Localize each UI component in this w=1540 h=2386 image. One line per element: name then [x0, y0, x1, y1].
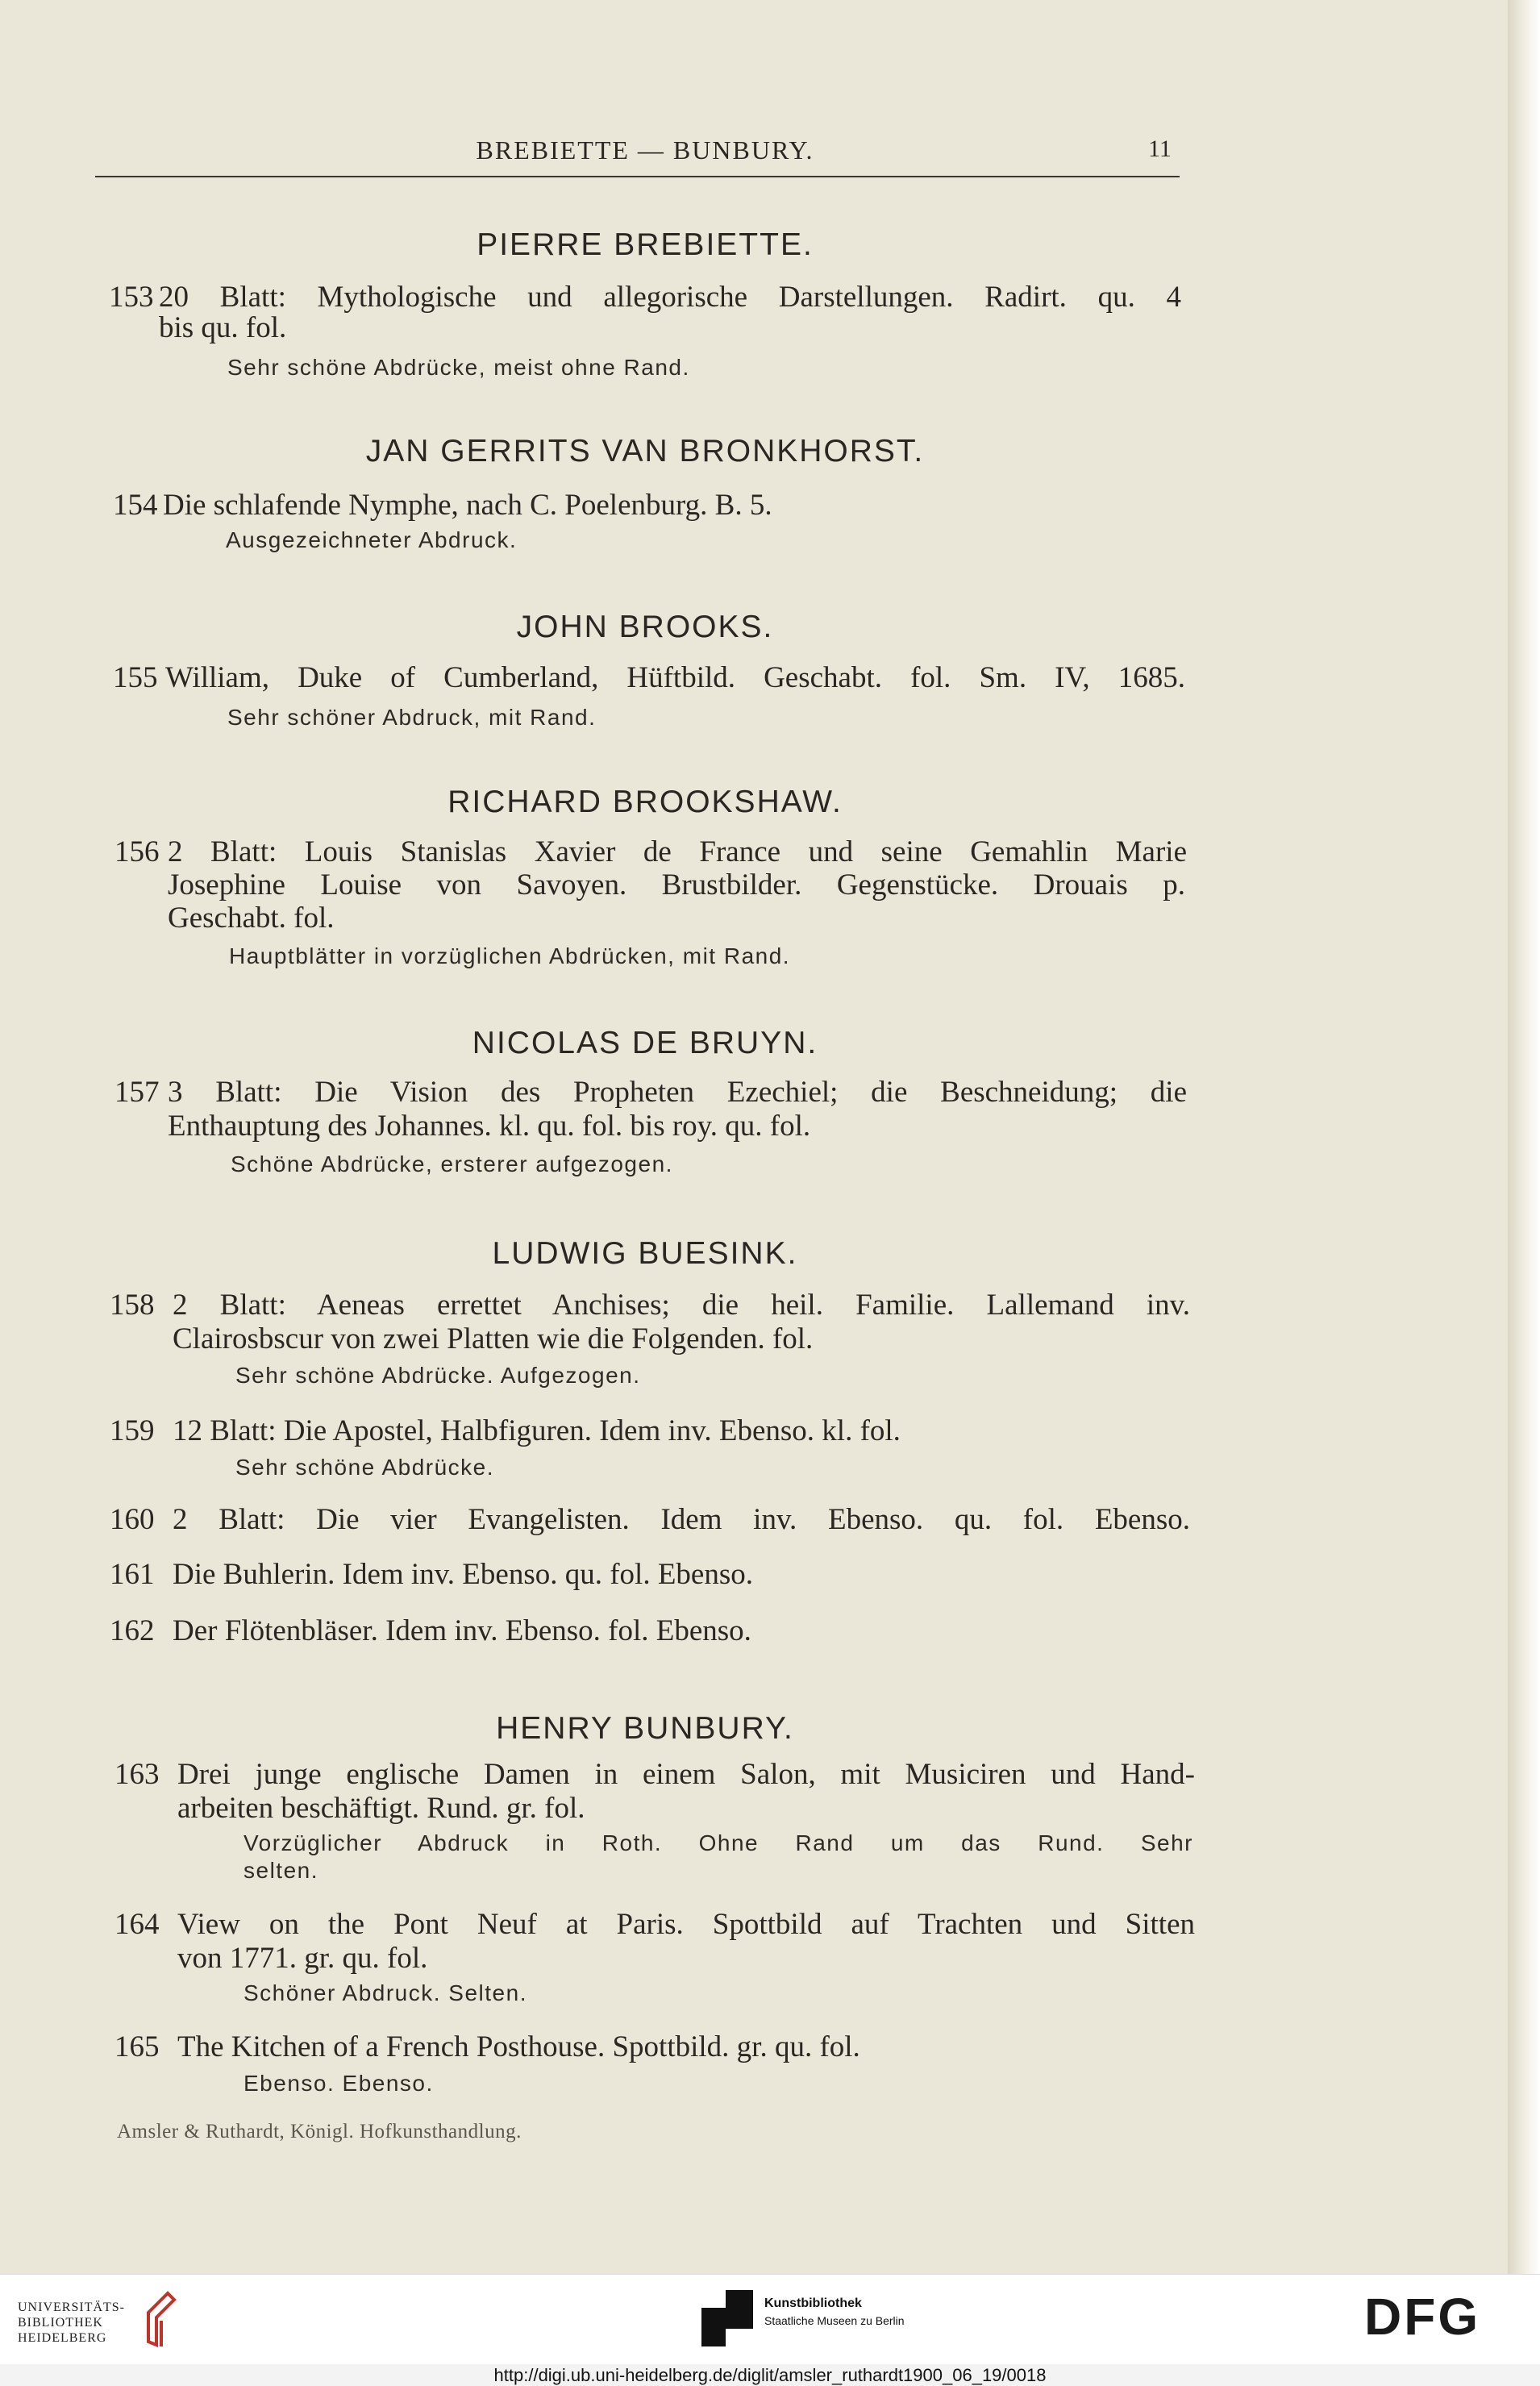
artist-heading: JOHN BROOKS. [516, 610, 774, 644]
entry-line: 20 Blatt: Mythologische und allegorische Darstellungen. Radirt. qu. 4 [159, 281, 1181, 314]
condition-note: Ebenso. Ebenso. [243, 2071, 434, 2096]
condition-note: Schöner Abdruck. Selten. [243, 1980, 527, 2005]
condition-note: Sehr schöne Abdrücke. Aufgezogen. [235, 1363, 641, 1388]
entry-line: bis qu. fol. [159, 311, 287, 344]
lot-number: 165 [114, 2030, 160, 2063]
kb-name: Kunstbibliothek [764, 2296, 862, 2310]
artist-heading: LUDWIG BUESINK. [492, 1236, 798, 1271]
lot-number: 161 [110, 1558, 155, 1591]
university-library-mark-icon [137, 2288, 187, 2350]
lot-number: 154 [113, 489, 158, 522]
artist-heading: NICOLAS DE BRUYN. [472, 1026, 818, 1060]
logo-text-line: BIBLIOTHEK [18, 2316, 103, 2330]
condition-note: Sehr schöne Abdrücke, meist ohne Rand. [227, 355, 690, 380]
entry-line: Josephine Louise von Savoyen. Brustbilder. Gegenstücke. Drouais p. [168, 868, 1185, 902]
entry-line: 2 Blatt: Louis Stanislas Xavier de France und seine Gemahlin Marie [168, 835, 1187, 868]
running-head: BREBIETTE — BUNBURY. [476, 135, 814, 164]
entry-line: 2 Blatt: Die vier Evangelisten. Idem inv. Ebenso. qu. fol. Ebenso. [173, 1503, 1190, 1536]
page-number: 11 [1148, 135, 1172, 162]
entry-line: Clairosbscur von zwei Platten wie die Folgenden. fol. [173, 1322, 814, 1355]
lot-number: 163 [114, 1758, 160, 1791]
condition-note: Schöne Abdrücke, ersterer aufgezogen. [231, 1151, 673, 1176]
entry-line: 12 Blatt: Die Apostel, Halbfiguren. Idem inv. Ebenso. kl. fol. [173, 1414, 901, 1447]
lot-number: 162 [110, 1614, 155, 1647]
condition-note: Sehr schöner Abdruck, mit Rand. [227, 705, 597, 730]
kunstbibliothek-label[interactable] [764, 2295, 905, 2329]
lot-number: 155 [113, 661, 158, 694]
entry-line: Geschabt. fol. [168, 902, 335, 935]
condition-note: selten. [243, 1858, 318, 1883]
dfg-logo[interactable]: DFG [1364, 2288, 1481, 2346]
condition-note: Ausgezeichneter Abdruck. [226, 527, 518, 552]
entry-line: 2 Blatt: Aeneas errettet Anchises; die heil. Familie. Lallemand inv. [173, 1289, 1190, 1322]
kb-subtitle: Staatliche Museen zu Berlin [764, 2314, 905, 2327]
lot-number: 164 [114, 1908, 160, 1941]
lot-number: 157 [114, 1076, 160, 1109]
lot-number: 156 [114, 835, 160, 868]
entry-line: Enthauptung des Johannes. kl. qu. fol. bis roy. qu. fol. [168, 1110, 811, 1143]
entry-line: Drei junge englische Damen in einem Salon, mit Musiciren und Hand- [177, 1758, 1195, 1791]
entry-line: von 1771. gr. qu. fol. [177, 1942, 428, 1975]
lot-number: 153 [109, 281, 154, 314]
entry-line: William, Duke of Cumberland, Hüftbild. Geschabt. fol. Sm. IV, 1685. [165, 661, 1185, 694]
entry-line: Die Buhlerin. Idem inv. Ebenso. qu. fol. Ebenso. [173, 1558, 754, 1591]
artist-heading: HENRY BUNBURY. [496, 1711, 794, 1746]
lot-number: 159 [110, 1414, 155, 1447]
lot-number: 158 [110, 1289, 155, 1322]
artist-heading: PIERRE BREBIETTE. [477, 227, 814, 262]
entry-line: Der Flötenbläser. Idem inv. Ebenso. fol. Ebenso. [173, 1614, 751, 1647]
condition-note: Sehr schöne Abdrücke. [235, 1455, 495, 1480]
condition-note: Vorzüglicher Abdruck in Roth. Ohne Rand um das Rund. Sehr [243, 1830, 1193, 1855]
artist-heading: RICHARD BROOKSHAW. [447, 785, 843, 819]
entry-line: The Kitchen of a French Posthouse. Spottbild. gr. qu. fol. [177, 2030, 860, 2063]
entry-line: arbeiten beschäftigt. Rund. gr. fol. [177, 1792, 585, 1825]
entry-line: View on the Pont Neuf at Paris. Spottbild auf Trachten und Sitten [177, 1908, 1195, 1941]
permalink-url[interactable]: http://digi.ub.uni-heidelberg.de/diglit/amsler_ruthardt1900_06_19/0018 [0, 2364, 1540, 2386]
logo-text-line: HEIDELBERG [18, 2331, 107, 2345]
entry-line: 3 Blatt: Die Vision des Propheten Ezechiel; die Beschneidung; die [168, 1076, 1187, 1109]
condition-note: Hauptblätter in vorzüglichen Abdrücken, mit Rand. [229, 943, 791, 968]
artist-heading: JAN GERRITS VAN BRONKHORST. [365, 434, 925, 468]
publisher-imprint: Amsler & Ruthardt, Königl. Hofkunsthandlung. [117, 2121, 522, 2142]
logo-text-line: UNIVERSITÄTS- [18, 2301, 125, 2314]
lot-number: 160 [110, 1503, 155, 1536]
entry-line: Die schlafende Nymphe, nach C. Poelenburg. B. 5. [163, 489, 772, 522]
kunstbibliothek-logo-icon [701, 2290, 753, 2346]
university-library-logo[interactable] [18, 2300, 125, 2346]
header-rule [95, 176, 1180, 177]
